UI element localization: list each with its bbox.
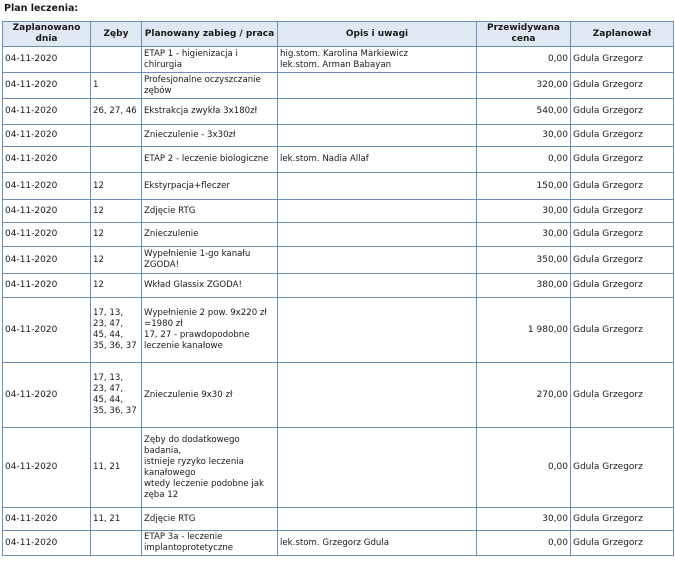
cell-procedure: Wypełnienie 2 pow. 9x220 zł =1980 zł 17, 27 - prawdopodobne leczenie kanałowe <box>142 298 278 363</box>
cell-date: 04-11-2020 <box>3 47 91 73</box>
cell-price: 0,00 <box>477 147 571 173</box>
cell-planner: Gdula Grzegorz <box>571 428 674 508</box>
cell-price: 1 980,00 <box>477 298 571 363</box>
cell-price: 0,00 <box>477 428 571 508</box>
cell-price: 30,00 <box>477 508 571 531</box>
cell-date: 04-11-2020 <box>3 200 91 223</box>
cell-date: 04-11-2020 <box>3 298 91 363</box>
cell-notes: hig.stom. Karolina Markiewicz lek.stom. Arman Babayan <box>278 47 477 73</box>
cell-price: 380,00 <box>477 274 571 298</box>
cell-price: 30,00 <box>477 223 571 247</box>
cell-teeth <box>91 125 142 147</box>
cell-planner: Gdula Grzegorz <box>571 298 674 363</box>
cell-price: 30,00 <box>477 125 571 147</box>
cell-teeth: 12 <box>91 200 142 223</box>
table-row[interactable] <box>3 531 674 556</box>
cell-notes: lek.stom. Nadia Allaf <box>278 147 477 173</box>
cell-price: 30,00 <box>477 200 571 223</box>
cell-teeth: 12 <box>91 274 142 298</box>
cell-notes <box>278 99 477 125</box>
treatment-plan-table <box>2 21 674 556</box>
cell-price: 0,00 <box>477 47 571 73</box>
cell-notes <box>278 200 477 223</box>
cell-planner: Gdula Grzegorz <box>571 363 674 428</box>
cell-teeth: 12 <box>91 223 142 247</box>
cell-date: 04-11-2020 <box>3 73 91 99</box>
column-header-teeth[interactable]: Zęby <box>91 22 142 47</box>
cell-date: 04-11-2020 <box>3 223 91 247</box>
cell-teeth: 12 <box>91 173 142 200</box>
table-row[interactable] <box>3 428 674 508</box>
cell-procedure: Zęby do dodatkowego badania, istnieje ryzyko leczenia kanałowego wtedy leczenie podobne jak zęba 12 <box>142 428 278 508</box>
cell-procedure: Profesjonalne oczyszczanie zębów <box>142 73 278 99</box>
cell-procedure: Zdjęcie RTG <box>142 508 278 531</box>
cell-notes: lek.stom. Grzegorz Gdula <box>278 531 477 556</box>
cell-date: 04-11-2020 <box>3 125 91 147</box>
cell-date: 04-11-2020 <box>3 99 91 125</box>
cell-teeth <box>91 147 142 173</box>
column-header-notes[interactable]: Opis i uwagi <box>278 22 477 47</box>
cell-notes <box>278 173 477 200</box>
cell-planner: Gdula Grzegorz <box>571 247 674 274</box>
table-row[interactable] <box>3 247 674 274</box>
cell-procedure: Ekstrakcja zwykła 3x180zł <box>142 99 278 125</box>
page-title: Plan leczenia: <box>4 3 79 14</box>
cell-planner: Gdula Grzegorz <box>571 200 674 223</box>
table-row[interactable] <box>3 363 674 428</box>
cell-procedure: ETAP 1 - higienizacja i chirurgia <box>142 47 278 73</box>
table-header-row <box>3 22 674 47</box>
cell-date: 04-11-2020 <box>3 147 91 173</box>
cell-notes <box>278 274 477 298</box>
cell-notes <box>278 428 477 508</box>
cell-planner: Gdula Grzegorz <box>571 531 674 556</box>
table-row[interactable] <box>3 200 674 223</box>
table-row[interactable] <box>3 274 674 298</box>
cell-planner: Gdula Grzegorz <box>571 508 674 531</box>
cell-teeth: 26, 27, 46 <box>91 99 142 125</box>
cell-planner: Gdula Grzegorz <box>571 73 674 99</box>
cell-procedure: Znieczulenie - 3x30zł <box>142 125 278 147</box>
cell-teeth <box>91 531 142 556</box>
cell-procedure: ETAP 2 - leczenie biologiczne <box>142 147 278 173</box>
cell-teeth: 11, 21 <box>91 508 142 531</box>
cell-price: 320,00 <box>477 73 571 99</box>
cell-price: 350,00 <box>477 247 571 274</box>
cell-procedure: Znieczulenie 9x30 zł <box>142 363 278 428</box>
table-row[interactable] <box>3 125 674 147</box>
column-header-procedure[interactable]: Planowany zabieg / praca <box>142 22 278 47</box>
table-row[interactable] <box>3 47 674 73</box>
table-row[interactable] <box>3 508 674 531</box>
cell-teeth <box>91 47 142 73</box>
cell-planner: Gdula Grzegorz <box>571 125 674 147</box>
cell-notes <box>278 298 477 363</box>
cell-price: 150,00 <box>477 173 571 200</box>
table-row[interactable] <box>3 147 674 173</box>
column-header-planner[interactable]: Zaplanował <box>571 22 674 47</box>
column-header-price[interactable]: Przewidywana cena <box>477 22 571 47</box>
cell-notes <box>278 73 477 99</box>
cell-notes <box>278 125 477 147</box>
cell-notes <box>278 247 477 274</box>
table-row[interactable] <box>3 173 674 200</box>
cell-planner: Gdula Grzegorz <box>571 47 674 73</box>
cell-date: 04-11-2020 <box>3 363 91 428</box>
cell-price: 540,00 <box>477 99 571 125</box>
cell-teeth: 1 <box>91 73 142 99</box>
column-header-date[interactable]: Zaplanowano dnia <box>3 22 91 47</box>
cell-teeth: 11, 21 <box>91 428 142 508</box>
cell-date: 04-11-2020 <box>3 274 91 298</box>
cell-procedure: Wypełnienie 1-go kanału ZGODA! <box>142 247 278 274</box>
cell-notes <box>278 508 477 531</box>
cell-teeth: 17, 13, 23, 47, 45, 44, 35, 36, 37 <box>91 363 142 428</box>
cell-procedure: Znieczulenie <box>142 223 278 247</box>
cell-date: 04-11-2020 <box>3 508 91 531</box>
cell-price: 270,00 <box>477 363 571 428</box>
cell-date: 04-11-2020 <box>3 531 91 556</box>
cell-planner: Gdula Grzegorz <box>571 147 674 173</box>
cell-planner: Gdula Grzegorz <box>571 223 674 247</box>
cell-planner: Gdula Grzegorz <box>571 173 674 200</box>
cell-date: 04-11-2020 <box>3 173 91 200</box>
cell-notes <box>278 223 477 247</box>
cell-teeth: 17, 13, 23, 47, 45, 44, 35, 36, 37 <box>91 298 142 363</box>
table-row[interactable] <box>3 73 674 99</box>
cell-date: 04-11-2020 <box>3 247 91 274</box>
cell-procedure: Wkład Glassix ZGODA! <box>142 274 278 298</box>
cell-notes <box>278 363 477 428</box>
table-row[interactable] <box>3 298 674 363</box>
cell-procedure: Ekstyrpacja+fleczer <box>142 173 278 200</box>
table-row[interactable] <box>3 223 674 247</box>
cell-date: 04-11-2020 <box>3 428 91 508</box>
cell-planner: Gdula Grzegorz <box>571 99 674 125</box>
cell-planner: Gdula Grzegorz <box>571 274 674 298</box>
cell-procedure: Zdjęcie RTG <box>142 200 278 223</box>
cell-price: 0,00 <box>477 531 571 556</box>
table-row[interactable] <box>3 99 674 125</box>
cell-teeth: 12 <box>91 247 142 274</box>
cell-procedure: ETAP 3a - leczenie implantoprotetyczne <box>142 531 278 556</box>
